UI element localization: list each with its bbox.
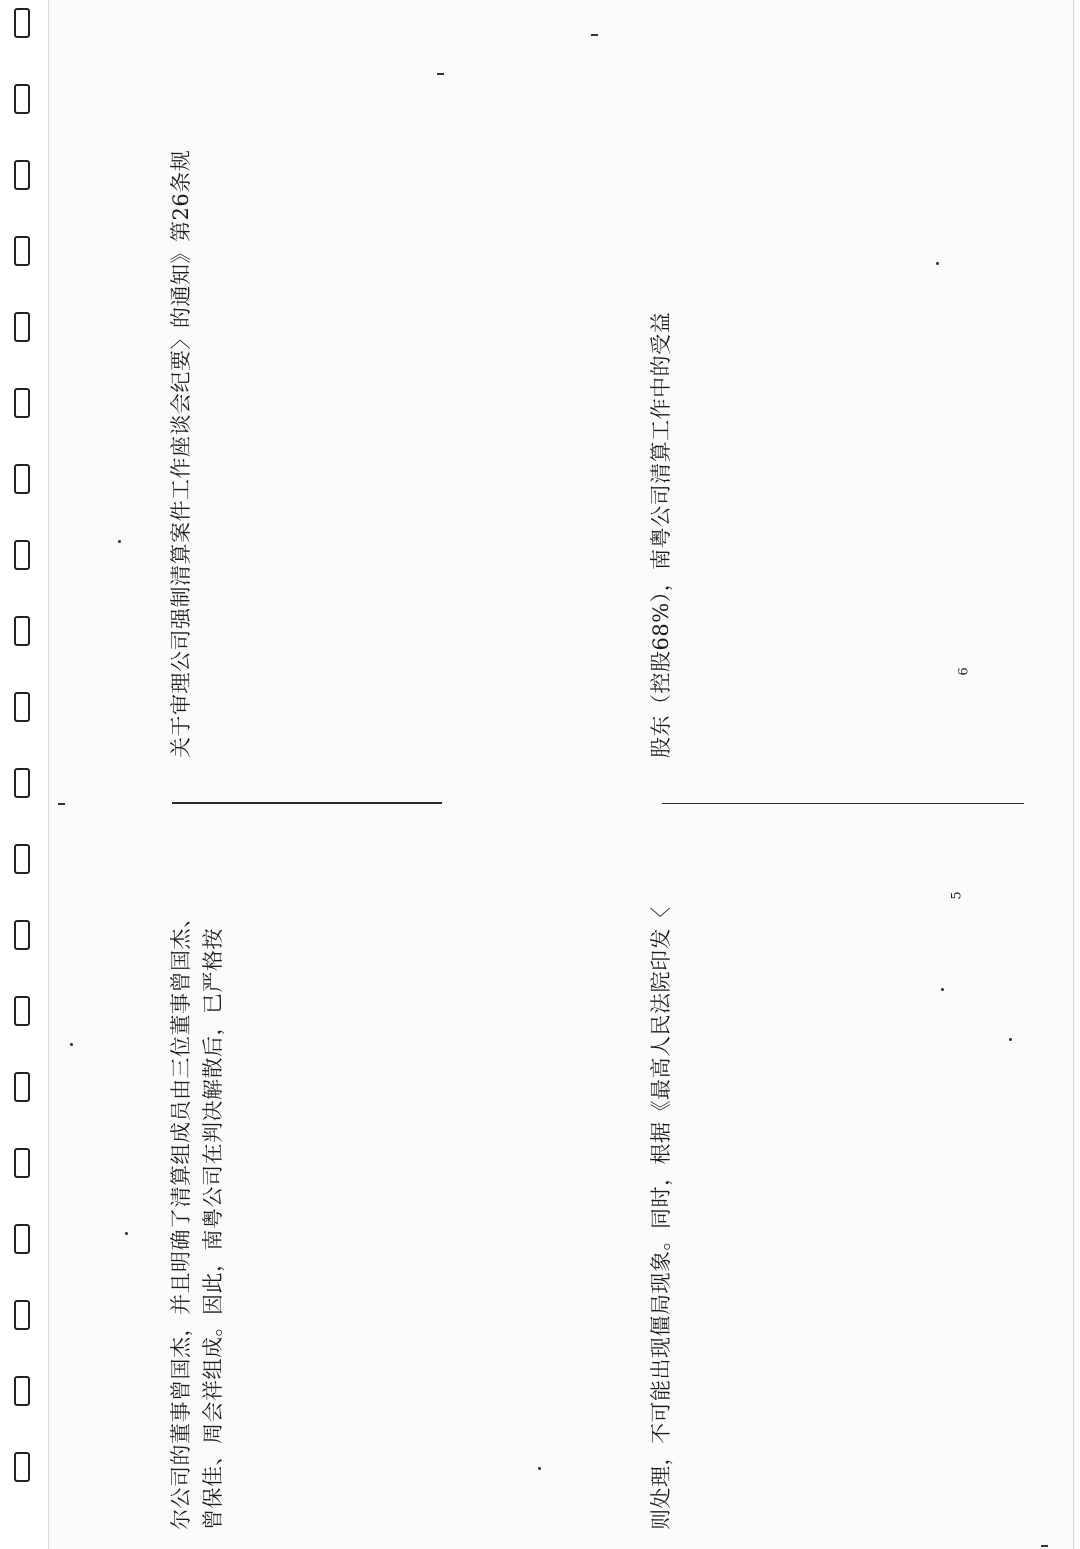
right-page-lines — [165, 28, 885, 758]
text-line — [293, 800, 325, 1530]
scan-speck — [941, 988, 944, 991]
text-line — [517, 28, 549, 758]
text-line — [261, 28, 293, 758]
scan-speck — [70, 1043, 73, 1046]
text-line — [357, 800, 389, 1530]
text-line: 尔公司的董事曾国杰，并且明确了清算组成员由三位董事曾国杰、 — [169, 906, 193, 1530]
scan-speck — [936, 262, 939, 265]
feed-hole — [14, 996, 30, 1026]
feed-hole — [14, 844, 30, 874]
feed-hole — [14, 160, 30, 190]
left-page-lines — [165, 800, 885, 1530]
text-line — [549, 800, 581, 1530]
feed-hole — [14, 8, 30, 38]
feed-hole — [14, 616, 30, 646]
text-line — [261, 800, 293, 1530]
text-line — [389, 28, 421, 758]
scan-speck — [125, 1232, 128, 1235]
scan-speck — [1041, 1545, 1048, 1547]
feed-hole — [14, 1224, 30, 1254]
feed-hole — [14, 388, 30, 418]
text-line — [325, 28, 357, 758]
feed-hole — [14, 236, 30, 266]
text-line — [197, 28, 229, 758]
text-line — [293, 28, 325, 758]
text-line — [581, 28, 613, 758]
scan-speck — [118, 540, 121, 543]
feed-hole — [14, 1376, 30, 1406]
text-line: 曾保佳、周会祥组成。因此，南粤公司在判决解散后，已严格按 — [201, 928, 225, 1530]
page-number: 6 — [956, 667, 972, 676]
feed-hole — [14, 1148, 30, 1178]
feed-hole — [14, 84, 30, 114]
text-line: 则处理，不可能出现僵局现象。同时，根据《最高人民法院印发〈 — [649, 906, 673, 1530]
text-line — [229, 800, 261, 1530]
text-line — [517, 800, 549, 1530]
text-line — [485, 800, 517, 1530]
text-line — [389, 800, 421, 1530]
scan-speck — [58, 803, 65, 805]
feed-hole — [14, 1300, 30, 1330]
text-line — [613, 800, 645, 1530]
feed-hole — [14, 1452, 30, 1482]
text-line — [613, 28, 645, 758]
tractor-feed-margin — [0, 0, 49, 1549]
feed-hole — [14, 464, 30, 494]
feed-hole — [14, 1072, 30, 1102]
text-line: 股东（控股68%），南粤公司清算工作中的受益 — [649, 311, 673, 758]
scan-speck — [1009, 1038, 1012, 1041]
text-line — [421, 800, 453, 1530]
text-line — [229, 28, 261, 758]
feed-hole — [14, 768, 30, 798]
text-line — [453, 28, 485, 758]
page-number: 5 — [949, 891, 965, 900]
text-line — [357, 28, 389, 758]
text-line: 关于审理公司强制清算案件工作座谈会纪要〉的通知》第26条规 — [169, 149, 193, 758]
text-line — [581, 800, 613, 1530]
text-line — [421, 28, 453, 758]
feed-hole — [14, 692, 30, 722]
text-line — [485, 28, 517, 758]
right-edge-line — [1073, 0, 1074, 1549]
feed-hole — [14, 920, 30, 950]
text-line — [325, 800, 357, 1530]
feed-hole — [14, 540, 30, 570]
text-line — [549, 28, 581, 758]
feed-hole — [14, 312, 30, 342]
text-line — [453, 800, 485, 1530]
